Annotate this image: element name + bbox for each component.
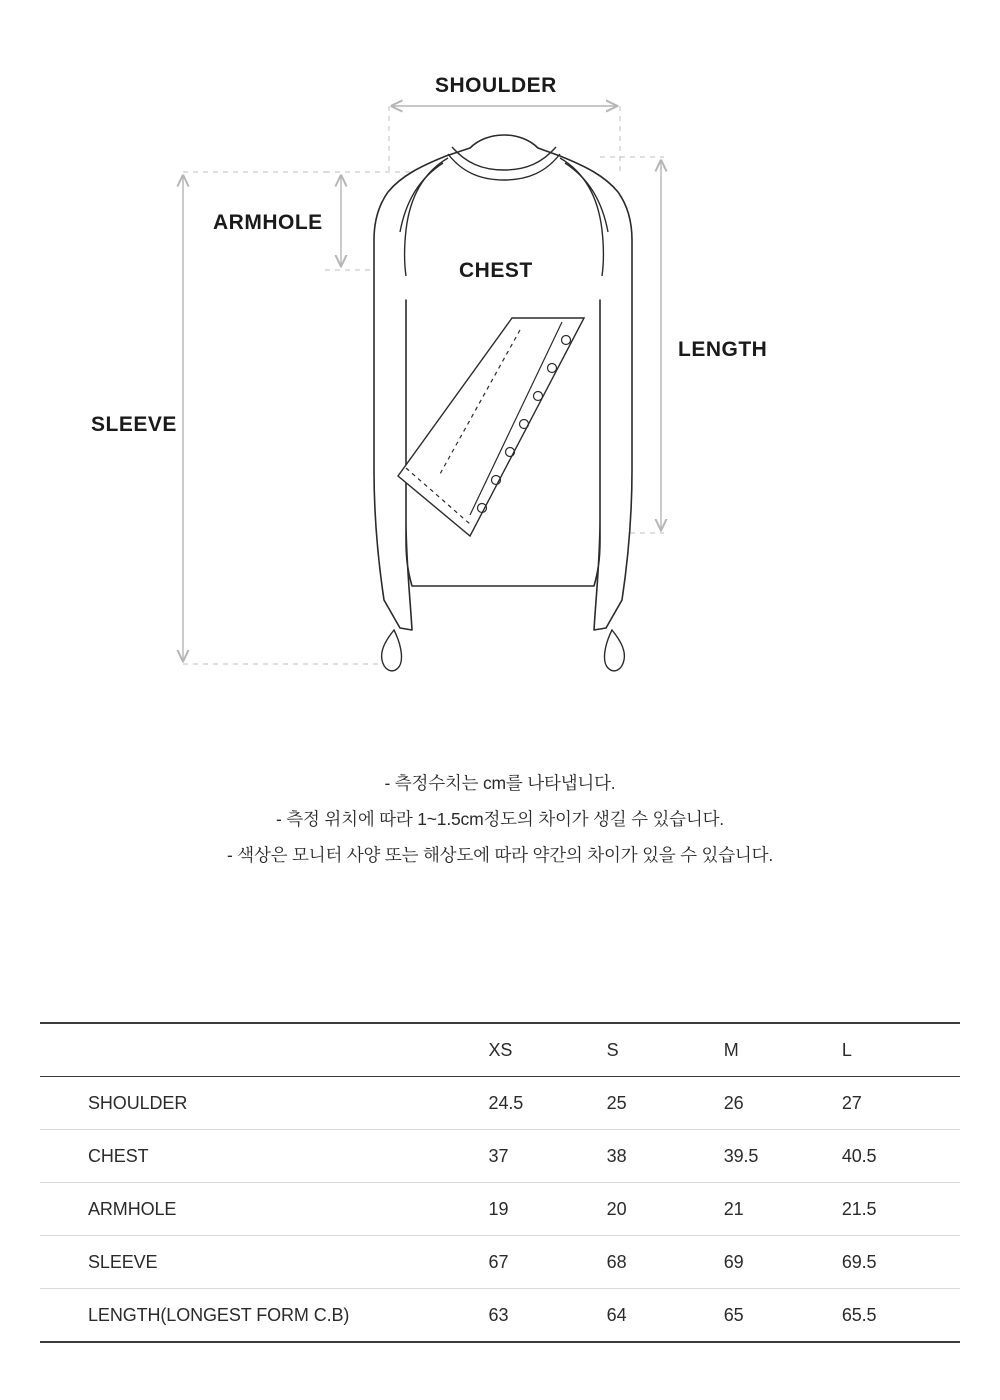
cell-sleeve-s: 68 xyxy=(607,1236,724,1289)
cell-length-m: 65 xyxy=(724,1289,842,1343)
cell-armhole-xs: 19 xyxy=(489,1183,607,1236)
cell-length-l: 65.5 xyxy=(842,1289,960,1343)
table-row xyxy=(40,1236,960,1289)
table-row xyxy=(40,1183,960,1236)
header-size-l: L xyxy=(842,1023,960,1077)
cell-armhole-l: 21.5 xyxy=(842,1183,960,1236)
header-size-xs: XS xyxy=(489,1023,607,1077)
row-label-armhole: ARMHOLE xyxy=(40,1183,489,1236)
row-label-chest: CHEST xyxy=(40,1130,489,1183)
cell-armhole-s: 20 xyxy=(607,1183,724,1236)
cell-sleeve-l: 69.5 xyxy=(842,1236,960,1289)
header-measurement xyxy=(40,1023,489,1077)
row-label-shoulder: SHOULDER xyxy=(40,1077,489,1130)
cell-shoulder-m: 26 xyxy=(724,1077,842,1130)
cell-armhole-m: 21 xyxy=(724,1183,842,1236)
row-label-length: LENGTH(LONGEST FORM C.B) xyxy=(40,1289,489,1343)
note-line-1: - 측정수치는 cm를 나타냅니다. xyxy=(384,773,616,793)
dim-label-armhole: ARMHOLE xyxy=(213,211,323,234)
cell-length-xs: 63 xyxy=(489,1289,607,1343)
measurement-notes xyxy=(0,765,1000,873)
row-label-sleeve: SLEEVE xyxy=(40,1236,489,1289)
size-table-body xyxy=(40,1077,960,1343)
cell-chest-xs: 37 xyxy=(489,1130,607,1183)
cell-shoulder-s: 25 xyxy=(607,1077,724,1130)
table-row xyxy=(40,1130,960,1183)
dim-label-chest: CHEST xyxy=(459,259,533,282)
cell-chest-l: 40.5 xyxy=(842,1130,960,1183)
dim-label-length: LENGTH xyxy=(678,338,768,361)
dim-label-shoulder: SHOULDER xyxy=(435,74,557,97)
cell-sleeve-m: 69 xyxy=(724,1236,842,1289)
cell-chest-m: 39.5 xyxy=(724,1130,842,1183)
cell-shoulder-l: 27 xyxy=(842,1077,960,1130)
size-table xyxy=(40,1022,960,1343)
table-row xyxy=(40,1289,960,1343)
header-size-s: S xyxy=(607,1023,724,1077)
note-line-3: - 색상은 모니터 사양 또는 해상도에 따라 약간의 차이가 있을 수 있습니다. xyxy=(226,845,773,865)
table-header-row xyxy=(40,1023,960,1077)
cell-sleeve-xs: 67 xyxy=(489,1236,607,1289)
cell-chest-s: 38 xyxy=(607,1130,724,1183)
size-table-head xyxy=(40,1023,960,1077)
dim-label-sleeve: SLEEVE xyxy=(91,413,177,436)
cell-shoulder-xs: 24.5 xyxy=(489,1077,607,1130)
size-table-container xyxy=(40,1022,960,1343)
table-row xyxy=(40,1077,960,1130)
header-size-m: M xyxy=(724,1023,842,1077)
cell-length-s: 64 xyxy=(607,1289,724,1343)
note-line-2: - 측정 위치에 따라 1~1.5cm정도의 차이가 생길 수 있습니다. xyxy=(276,809,724,829)
